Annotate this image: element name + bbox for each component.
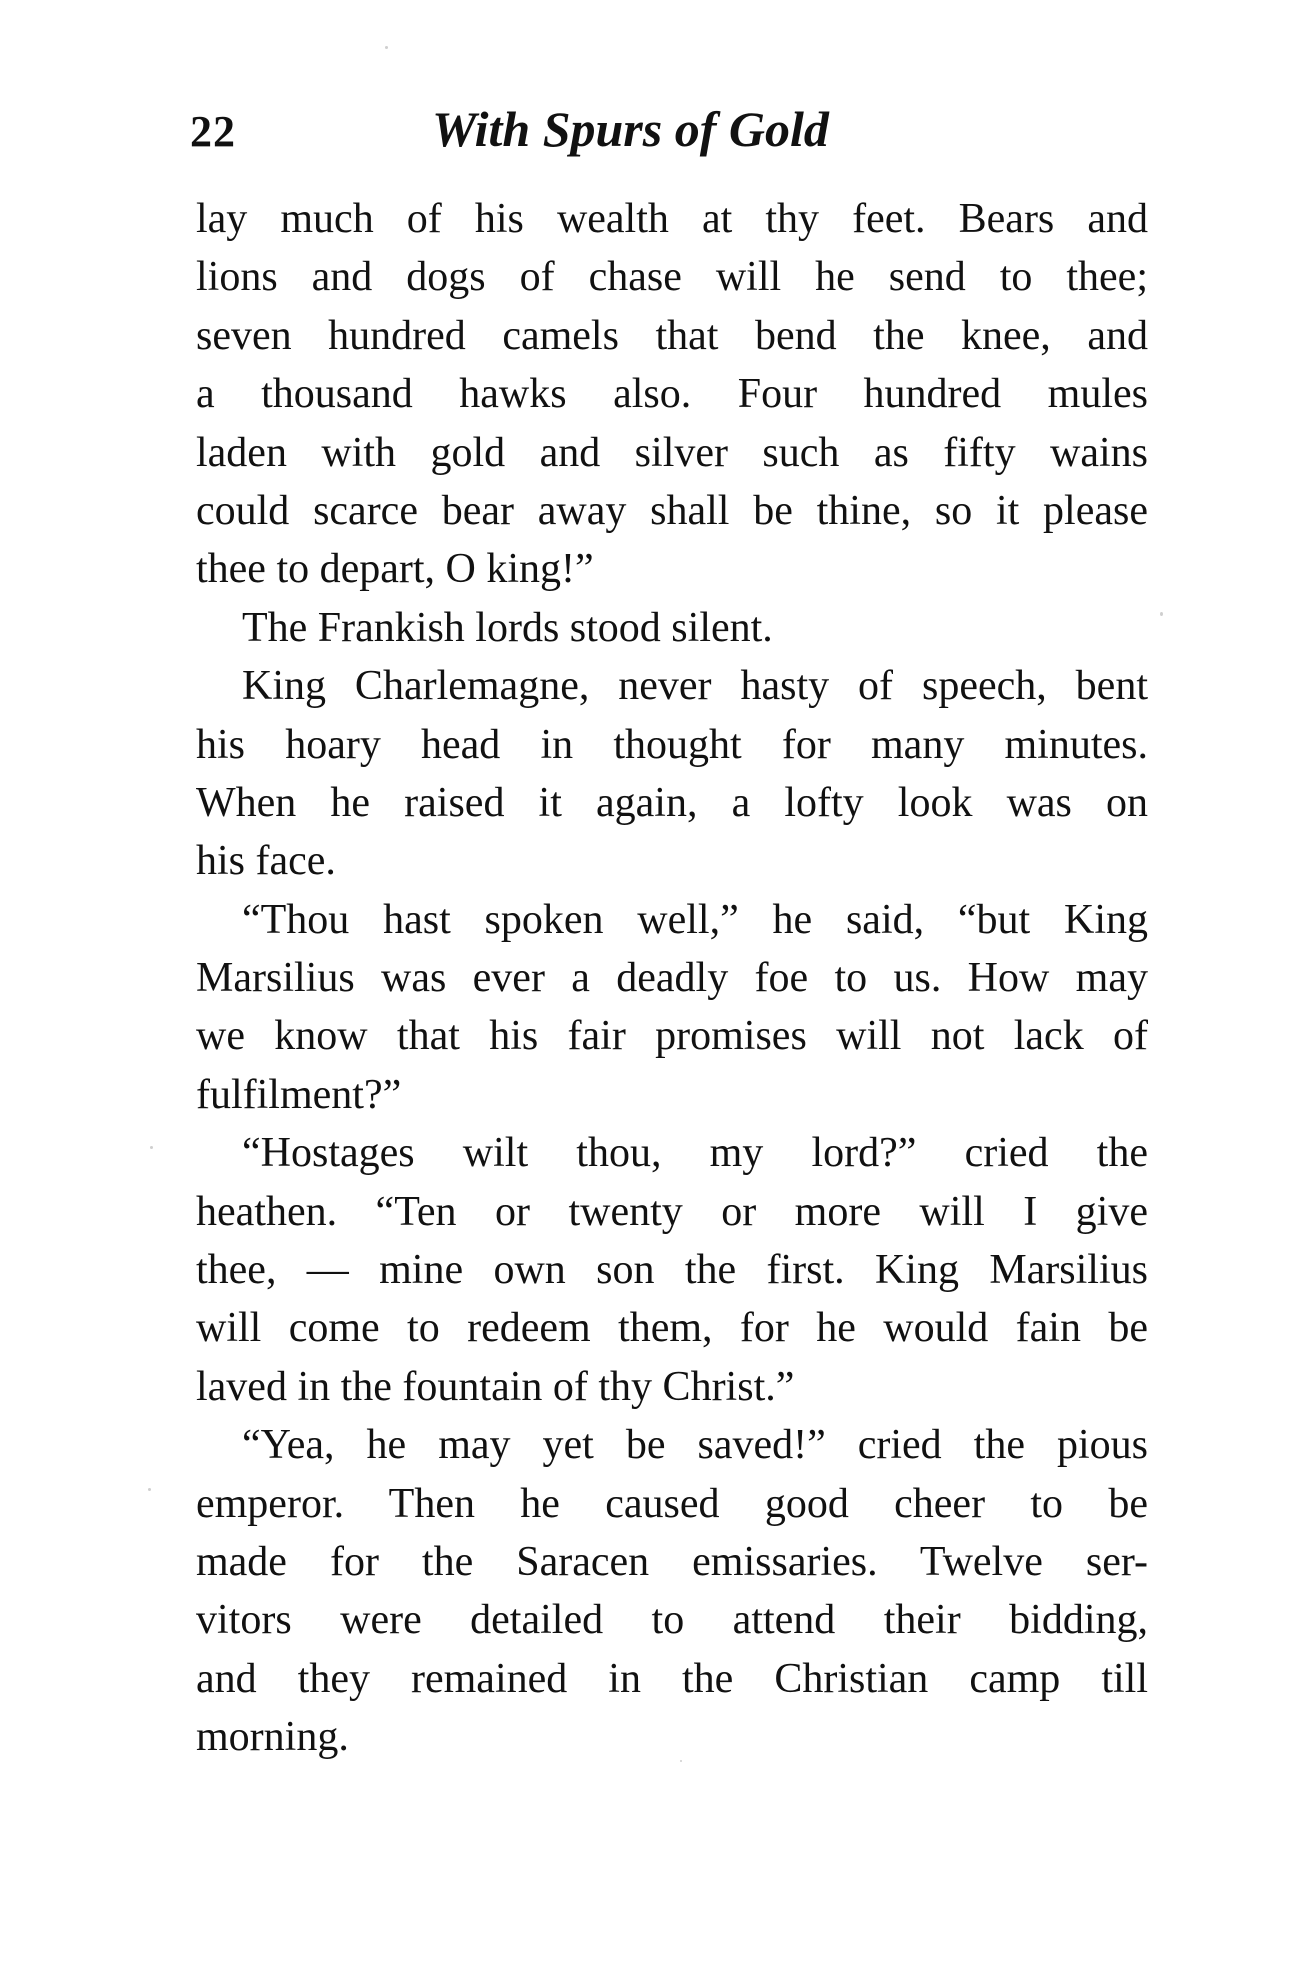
paper-speck xyxy=(148,1488,151,1491)
text-line: morning. xyxy=(196,1714,349,1761)
text-line: vitors were detailed to attend their bidding, xyxy=(196,1597,1148,1644)
text-line: emperor. Then he caused good cheer to be xyxy=(196,1480,1148,1527)
text-line: made for the Saracen emissaries. Twelve ser- xyxy=(196,1538,1148,1585)
text-line: we know that his fair promises will not lack of xyxy=(196,1013,1148,1060)
paper-speck xyxy=(385,46,388,49)
text-line: fulfilment?” xyxy=(196,1071,402,1118)
text-line: lay much of his wealth at thy feet. Bears and xyxy=(196,196,1148,242)
text-line: and they remained in the Christian camp till xyxy=(196,1655,1148,1702)
text-line: heathen. “Ten or twenty or more will I give xyxy=(196,1188,1148,1235)
text-line: laden with gold and silver such as fifty wains xyxy=(196,429,1148,476)
body-text xyxy=(196,190,1148,1767)
text-line: could scarce bear away shall be thine, so it please xyxy=(196,487,1148,534)
text-line: his hoary head in thought for many minutes. xyxy=(196,721,1148,768)
running-header xyxy=(190,100,1070,160)
text-line: will come to redeem them, for he would fain be xyxy=(196,1305,1148,1352)
text-line: The Frankish lords stood silent. xyxy=(242,604,773,651)
running-title: With Spurs of Gold xyxy=(432,101,829,157)
page-number: 22 xyxy=(190,107,236,156)
text-line: laved in the fountain of thy Christ.” xyxy=(196,1363,795,1410)
text-line: “Hostages wilt thou, my lord?” cried the xyxy=(242,1130,1148,1177)
paper-speck xyxy=(150,1146,153,1149)
text-line: thee, — mine own son the first. King Marsilius xyxy=(196,1247,1148,1294)
text-line: thee to depart, O king!” xyxy=(196,546,594,593)
text-line: When he raised it again, a lofty look was on xyxy=(196,779,1148,826)
paper-speck xyxy=(1160,612,1163,616)
text-line: King Charlemagne, never hasty of speech, bent xyxy=(242,663,1148,710)
text-line: his face. xyxy=(196,838,336,885)
paper-speck xyxy=(680,1760,682,1762)
text-line: “Thou hast spoken well,” he said, “but King xyxy=(242,896,1148,943)
text-line: a thousand hawks also. Four hundred mules xyxy=(196,371,1148,418)
text-line: “Yea, he may yet be saved!” cried the pious xyxy=(242,1422,1148,1469)
text-line: lions and dogs of chase will he send to thee; xyxy=(196,254,1148,301)
text-line: seven hundred camels that bend the knee, and xyxy=(196,312,1148,359)
text-line: Marsilius was ever a deadly foe to us. How may xyxy=(196,955,1148,1002)
